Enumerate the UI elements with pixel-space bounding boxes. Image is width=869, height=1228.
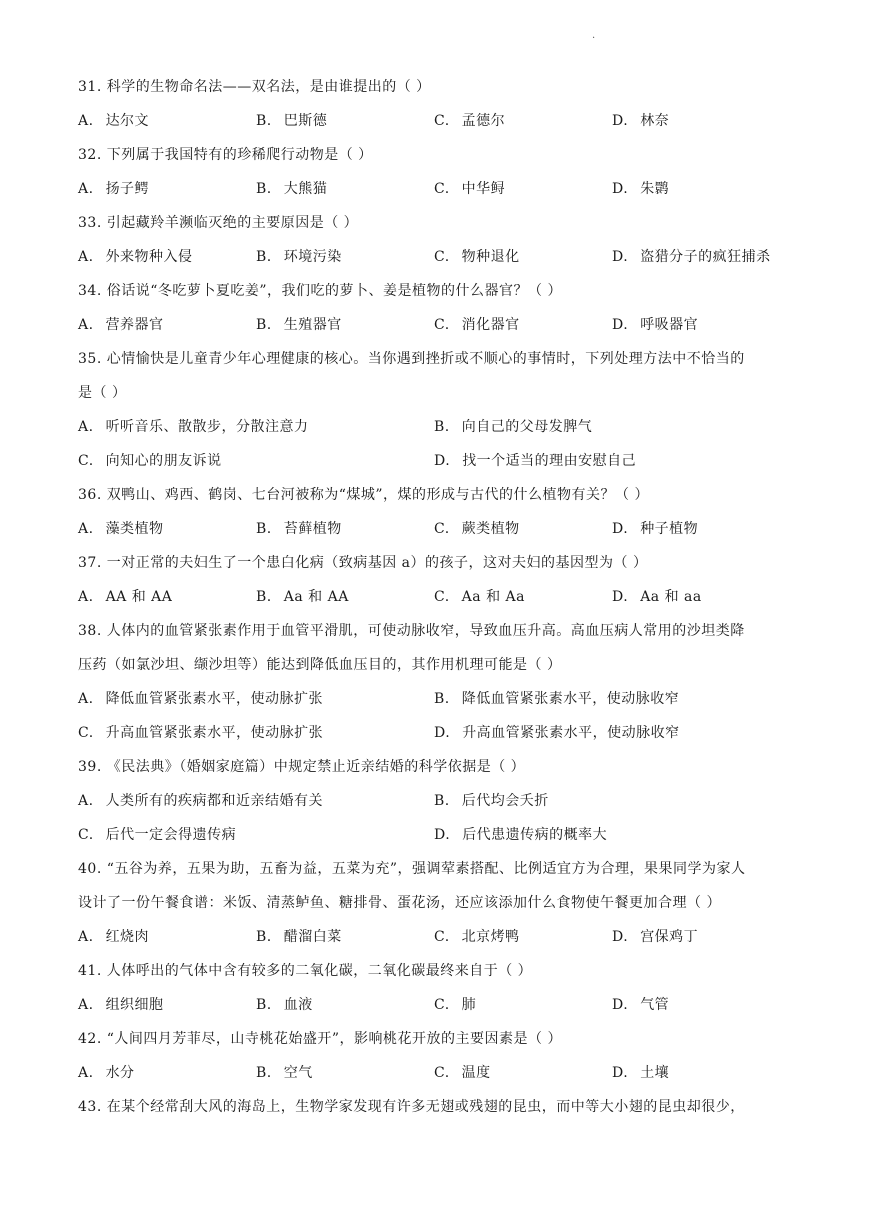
answer-option bbox=[256, 580, 434, 614]
option-text: 听听音乐、散散步，分散注意力 bbox=[105, 419, 309, 435]
option-text: 扬子鳄 bbox=[105, 181, 150, 197]
option-letter: D. bbox=[612, 521, 629, 537]
option-letter: C. bbox=[78, 453, 94, 469]
option-text: AA 和 AA bbox=[105, 589, 173, 605]
question bbox=[78, 70, 794, 138]
options-row bbox=[78, 784, 794, 818]
option-text: 苔藓植物 bbox=[283, 521, 342, 537]
question bbox=[78, 546, 794, 614]
options-row bbox=[78, 580, 794, 614]
option-letter: C. bbox=[434, 1065, 450, 1081]
option-text: 空气 bbox=[283, 1065, 313, 1081]
question bbox=[78, 750, 794, 852]
answer-option bbox=[434, 682, 679, 716]
options-row bbox=[78, 512, 794, 546]
answer-option bbox=[434, 104, 612, 138]
options-row bbox=[78, 818, 794, 852]
option-text: 降低血管紧张素水平，使动脉扩张 bbox=[105, 691, 324, 707]
answer-option bbox=[256, 172, 434, 206]
option-letter: C. bbox=[434, 181, 450, 197]
question-stem: 32. 下列属于我国特有的珍稀爬行动物是（ ） bbox=[78, 147, 373, 163]
question bbox=[78, 614, 794, 750]
question bbox=[78, 138, 794, 206]
option-letter: B. bbox=[434, 793, 450, 809]
answer-option bbox=[78, 988, 256, 1022]
option-text: 后代一定会得遗传病 bbox=[105, 827, 237, 843]
question-stem: 39. 《民法典》（婚姻家庭篇）中规定禁止近亲结婚的科学依据是（ ） bbox=[78, 759, 526, 775]
answer-option bbox=[78, 240, 256, 274]
option-text: 藻类植物 bbox=[105, 521, 164, 537]
question bbox=[78, 1022, 794, 1090]
option-letter: B. bbox=[256, 113, 272, 129]
question-stem-line: 压药（如氯沙坦、缬沙坦等）能达到降低血压目的，其作用机理可能是（ ） bbox=[78, 657, 562, 673]
question-stem: 41. 人体呼出的气体中含有较多的二氧化碳，二氧化碳最终来自于（ ） bbox=[78, 963, 533, 979]
option-letter: A. bbox=[78, 521, 94, 537]
question-stem: 31. 科学的生物命名法——双名法，是由谁提出的（ ） bbox=[78, 79, 431, 95]
option-text: 孟德尔 bbox=[461, 113, 506, 129]
options-row bbox=[78, 308, 794, 342]
question-list bbox=[78, 70, 794, 1124]
option-text: 红烧肉 bbox=[105, 929, 150, 945]
option-letter: D. bbox=[612, 929, 629, 945]
option-text: 降低血管紧张素水平，使动脉收窄 bbox=[461, 691, 680, 707]
question bbox=[78, 206, 794, 274]
option-text: 达尔文 bbox=[105, 113, 150, 129]
option-letter: D. bbox=[612, 181, 629, 197]
option-letter: A. bbox=[78, 249, 94, 265]
option-text: 生殖器官 bbox=[283, 317, 342, 333]
options-row bbox=[78, 988, 794, 1022]
options-row bbox=[78, 104, 794, 138]
answer-option bbox=[434, 410, 592, 444]
option-letter: D. bbox=[434, 827, 451, 843]
option-text: 气管 bbox=[640, 997, 670, 1013]
header-dot: . bbox=[592, 30, 596, 41]
option-letter: B. bbox=[256, 1065, 272, 1081]
option-text: 林奈 bbox=[640, 113, 670, 129]
option-letter: C. bbox=[434, 589, 450, 605]
option-letter: C. bbox=[78, 827, 94, 843]
answer-option bbox=[256, 104, 434, 138]
option-text: 向知心的朋友诉说 bbox=[105, 453, 222, 469]
question bbox=[78, 274, 794, 342]
option-letter: B. bbox=[256, 929, 272, 945]
options-row bbox=[78, 920, 794, 954]
answer-option bbox=[612, 104, 669, 138]
question-stem-line: 设计了一份午餐食谱：米饭、清蒸鲈鱼、糖排骨、蛋花汤，还应该添加什么食物使午餐更加合理（ ） bbox=[78, 895, 721, 911]
answer-option bbox=[78, 716, 434, 750]
option-letter: D. bbox=[434, 725, 451, 741]
answer-option bbox=[612, 1056, 669, 1090]
option-text: 组织细胞 bbox=[105, 997, 164, 1013]
question bbox=[78, 342, 794, 478]
answer-option bbox=[256, 1056, 434, 1090]
option-letter: D. bbox=[612, 1065, 629, 1081]
option-letter: A. bbox=[78, 997, 94, 1013]
option-text: 环境污染 bbox=[283, 249, 342, 265]
option-letter: B. bbox=[256, 997, 272, 1013]
option-text: 外来物种入侵 bbox=[105, 249, 193, 265]
option-letter: C. bbox=[434, 997, 450, 1013]
question-stem: 43. 在某个经常刮大风的海岛上，生物学家发现有许多无翅或残翅的昆虫，而中等大小翅的昆虫却很少， bbox=[78, 1099, 745, 1115]
option-letter: A. bbox=[78, 181, 94, 197]
answer-option bbox=[612, 240, 771, 274]
option-letter: C. bbox=[434, 249, 450, 265]
option-text: 水分 bbox=[105, 1065, 135, 1081]
answer-option bbox=[434, 784, 549, 818]
answer-option bbox=[256, 240, 434, 274]
question-stem-line: 38. 人体内的血管紧张素作用于血管平滑肌，可使动脉收窄，导致血压升高。高血压病人常用的沙坦类降 bbox=[78, 623, 745, 639]
option-text: 巴斯德 bbox=[283, 113, 328, 129]
answer-option bbox=[256, 308, 434, 342]
option-text: 宫保鸡丁 bbox=[640, 929, 699, 945]
answer-option bbox=[434, 920, 612, 954]
option-letter: B. bbox=[434, 419, 450, 435]
option-text: Aa 和 Aa bbox=[461, 589, 525, 605]
options-row bbox=[78, 682, 794, 716]
answer-option bbox=[434, 716, 680, 750]
option-letter: B. bbox=[256, 589, 272, 605]
option-text: 人类所有的疾病都和近亲结婚有关 bbox=[105, 793, 324, 809]
option-text: 营养器官 bbox=[105, 317, 164, 333]
option-letter: A. bbox=[78, 589, 94, 605]
answer-option bbox=[256, 988, 434, 1022]
option-letter: B. bbox=[256, 317, 272, 333]
option-letter: C. bbox=[78, 725, 94, 741]
answer-option bbox=[434, 172, 612, 206]
option-text: 后代患遗传病的概率大 bbox=[462, 827, 608, 843]
option-text: 向自己的父母发脾气 bbox=[461, 419, 593, 435]
question bbox=[78, 852, 794, 954]
option-letter: A. bbox=[78, 929, 94, 945]
option-text: 种子植物 bbox=[640, 521, 699, 537]
option-letter: D. bbox=[612, 113, 629, 129]
option-text: 土壤 bbox=[640, 1065, 670, 1081]
answer-option bbox=[434, 818, 607, 852]
answer-option bbox=[78, 172, 256, 206]
option-text: 北京烤鸭 bbox=[461, 929, 520, 945]
answer-option bbox=[612, 308, 698, 342]
option-text: 盗猎分子的疯狂捕杀 bbox=[640, 249, 771, 265]
option-text: 温度 bbox=[461, 1065, 491, 1081]
answer-option bbox=[434, 308, 612, 342]
option-letter: C. bbox=[434, 317, 450, 333]
option-letter: D. bbox=[612, 317, 629, 333]
question-stem-line: 40. “五谷为养，五果为助，五畜为益，五菜为充”，强调荤素搭配、比例适宜方为合理，果果同学为家人 bbox=[78, 861, 746, 877]
option-text: 后代均会夭折 bbox=[461, 793, 549, 809]
answer-option bbox=[612, 988, 669, 1022]
option-text: 升高血管紧张素水平，使动脉扩张 bbox=[105, 725, 324, 741]
answer-option bbox=[78, 308, 256, 342]
option-letter: A. bbox=[78, 793, 94, 809]
answer-option bbox=[434, 512, 612, 546]
option-letter: D. bbox=[612, 589, 629, 605]
answer-option bbox=[78, 444, 434, 478]
options-row bbox=[78, 240, 794, 274]
option-text: 呼吸器官 bbox=[640, 317, 699, 333]
answer-option bbox=[612, 920, 698, 954]
answer-option bbox=[612, 172, 669, 206]
option-letter: A. bbox=[78, 691, 94, 707]
option-letter: D. bbox=[612, 997, 629, 1013]
option-letter: D. bbox=[434, 453, 451, 469]
question bbox=[78, 478, 794, 546]
answer-option bbox=[612, 512, 698, 546]
option-letter: C. bbox=[434, 113, 450, 129]
option-letter: D. bbox=[612, 249, 629, 265]
answer-option bbox=[434, 1056, 612, 1090]
option-text: 找一个适当的理由安慰自己 bbox=[462, 453, 637, 469]
question-stem-line: 35. 心情愉快是儿童青少年心理健康的核心。当你遇到挫折或不顺心的事情时，下列处理方法中不恰当的 bbox=[78, 351, 745, 367]
answer-option bbox=[434, 444, 636, 478]
options-row bbox=[78, 444, 794, 478]
answer-option bbox=[78, 818, 434, 852]
question bbox=[78, 954, 794, 1022]
options-row bbox=[78, 410, 794, 444]
option-letter: A. bbox=[78, 419, 94, 435]
option-text: 物种退化 bbox=[461, 249, 520, 265]
answer-option bbox=[256, 512, 434, 546]
option-letter: B. bbox=[256, 181, 272, 197]
answer-option bbox=[434, 240, 612, 274]
option-text: 升高血管紧张素水平，使动脉收窄 bbox=[462, 725, 680, 741]
option-letter: B. bbox=[434, 691, 450, 707]
answer-option bbox=[612, 580, 702, 614]
option-letter: A. bbox=[78, 113, 94, 129]
question-stem: 42. “人间四月芳菲尽，山寺桃花始盛开”，影响桃花开放的主要因素是（ ） bbox=[78, 1031, 562, 1047]
question-stem: 37. 一对正常的夫妇生了一个患白化病（致病基因 a）的孩子，这对夫妇的基因型为（ ） bbox=[78, 555, 648, 571]
answer-option bbox=[78, 1056, 256, 1090]
option-letter: B. bbox=[256, 521, 272, 537]
question-stem: 33. 引起藏羚羊濒临灭绝的主要原因是（ ） bbox=[78, 215, 359, 231]
answer-option bbox=[78, 682, 434, 716]
answer-option bbox=[78, 410, 434, 444]
option-text: 肺 bbox=[461, 997, 477, 1013]
option-letter: C. bbox=[434, 521, 450, 537]
question-stem: 34. 俗话说“冬吃萝卜夏吃姜”，我们吃的萝卜、姜是植物的什么器官？（ ） bbox=[78, 283, 562, 299]
answer-option bbox=[434, 988, 612, 1022]
option-text: 醋溜白菜 bbox=[283, 929, 342, 945]
option-text: 朱鹮 bbox=[640, 181, 670, 197]
option-text: 蕨类植物 bbox=[461, 521, 520, 537]
option-letter: A. bbox=[78, 317, 94, 333]
answer-option bbox=[256, 920, 434, 954]
options-row bbox=[78, 172, 794, 206]
answer-option bbox=[78, 920, 256, 954]
answer-option bbox=[78, 512, 256, 546]
options-row bbox=[78, 716, 794, 750]
question-stem: 36. 双鸭山、鸡西、鹤岗、七台河被称为“煤城”，煤的形成与古代的什么植物有关？（ ） bbox=[78, 487, 649, 503]
question bbox=[78, 1090, 794, 1124]
option-text: 中华鲟 bbox=[461, 181, 506, 197]
question-stem-line: 是（ ） bbox=[78, 385, 127, 401]
option-letter: C. bbox=[434, 929, 450, 945]
option-letter: B. bbox=[256, 249, 272, 265]
option-text: Aa 和 AA bbox=[283, 589, 349, 605]
option-text: 大熊猫 bbox=[283, 181, 328, 197]
option-text: 血液 bbox=[283, 997, 313, 1013]
answer-option bbox=[78, 580, 256, 614]
answer-option bbox=[434, 580, 612, 614]
option-text: Aa 和 aa bbox=[640, 589, 702, 605]
answer-option bbox=[78, 784, 434, 818]
options-row bbox=[78, 1056, 794, 1090]
option-letter: A. bbox=[78, 1065, 94, 1081]
option-text: 消化器官 bbox=[461, 317, 520, 333]
answer-option bbox=[78, 104, 256, 138]
